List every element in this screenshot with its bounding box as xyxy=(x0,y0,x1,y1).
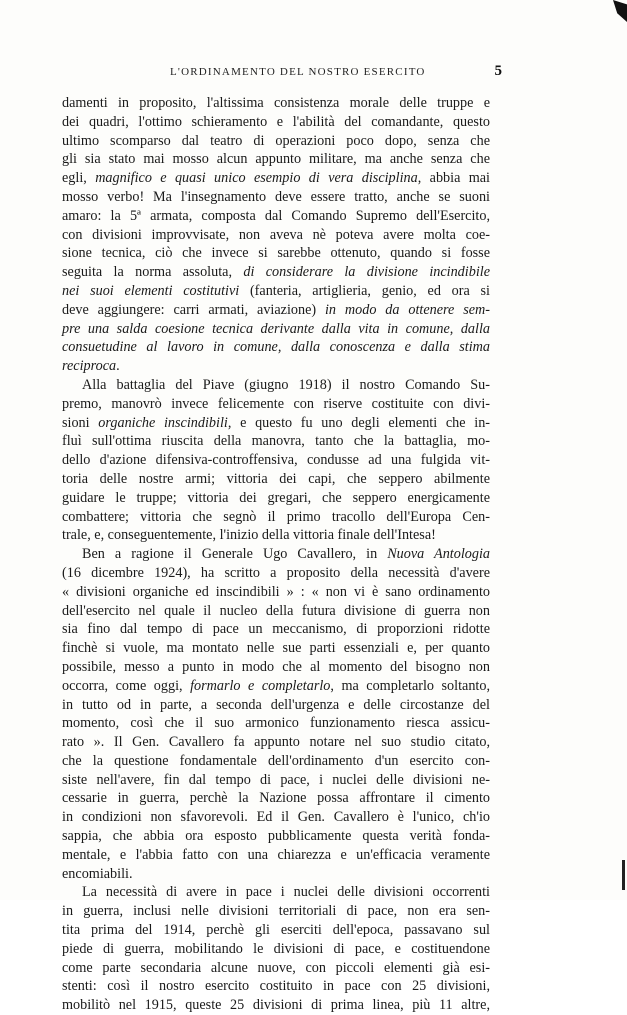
text-line xyxy=(62,526,490,545)
text-line xyxy=(62,977,490,996)
text-line xyxy=(62,940,490,959)
text-line xyxy=(62,959,490,978)
text-segment: che la questione fondamentale dell'ordinamento d'un esercito con- xyxy=(62,752,490,769)
text-line xyxy=(62,432,490,451)
italic-text: reciproca xyxy=(62,358,117,375)
text-line xyxy=(62,132,490,151)
text-line xyxy=(62,545,490,564)
text-line xyxy=(62,414,490,433)
text-line xyxy=(62,282,490,301)
text-line xyxy=(62,376,490,395)
text-segment: seguita la norma assoluta, xyxy=(62,264,244,281)
text-line xyxy=(62,188,490,207)
text-line xyxy=(62,301,490,320)
text-line xyxy=(62,470,490,489)
text-segment: possibile, messo a punto in modo che al momento del bisogno non xyxy=(62,658,490,675)
text-segment: La necessità di avere in pace i nuclei delle divisioni occorrenti xyxy=(82,884,490,901)
text-segment: Ben a ragione il Generale Ugo Cavallero, in xyxy=(82,546,388,563)
text-line xyxy=(62,921,490,940)
text-segment: rato ». Il Gen. Cavallero fa appunto notare nel suo studio citato, xyxy=(62,734,490,751)
text-segment: dello d'azione difensiva-controffensiva, condusse ad una fulgida vit- xyxy=(62,452,490,469)
text-line xyxy=(62,263,490,282)
text-segment: sappia, che abbia ora esposto pubblicamente questa verità fonda- xyxy=(62,828,490,845)
text-segment: in condizioni non sfavorevoli. Ed il Gen. Cavallero è l'unico, ch'io xyxy=(62,809,490,826)
text-line xyxy=(62,771,490,790)
page-header xyxy=(60,63,502,84)
text-segment: cessarie in guerra, perchè la Nazione possa affrontare il cimento xyxy=(62,790,490,807)
text-segment: sione tecnica, ciò che invece si sarebbe ottenuto, quando si fosse xyxy=(62,245,490,262)
text-line xyxy=(62,338,490,357)
italic-text: consuetudine al lavoro in comune, dalla conoscenza e dalla stima xyxy=(62,339,490,356)
italic-text: formarlo e completarlo xyxy=(190,677,331,694)
italic-text: di considerare la divisione incindibile xyxy=(243,264,490,281)
text-segment: « divisioni organiche ed inscindibili » : « non vi è sano ordinamento xyxy=(62,583,490,600)
text-line xyxy=(62,902,490,921)
text-line xyxy=(62,564,490,583)
running-title: L'ORDINAMENTO DEL NOSTRO ESERCITO xyxy=(170,66,426,78)
text-segment: gli sia stato mai mosso alcun appunto militare, ma anche senza che xyxy=(62,151,490,168)
text-segment: mentale, e l'abbia fatto con una chiarezza e un'efficacia veramente xyxy=(62,846,490,863)
text-segment: Alla battaglia del Piave (giugno 1918) il nostro Comando Su- xyxy=(82,376,490,393)
scan-edge-mark xyxy=(613,0,627,22)
text-segment: occorra, come oggi, xyxy=(62,677,191,694)
italic-text: Nuova Antologia xyxy=(387,546,490,563)
text-segment: stenti: così il nostro esercito costituito in pace con 25 divisioni, xyxy=(62,978,490,995)
italic-text: magnifico e quasi unico esempio di vera disciplina xyxy=(95,170,418,187)
text-segment: con divisioni improvvisate, non aveva nè poteva avere molta coe- xyxy=(62,226,490,243)
text-segment: in tutto od in parte, a seconda dell'urgenza e delle circostanze del xyxy=(62,696,490,713)
text-segment: damenti in proposito, l'altissima consistenza morale delle truppe e xyxy=(62,95,490,111)
text-segment: ultimo scomparso dal teatro di operazioni poco dopo, senza che xyxy=(62,132,490,149)
text-segment: sia fino dal tempo di pace un meccanismo, di proporzioni ridotte xyxy=(62,621,490,638)
text-segment: amaro: la 5ª armata, composta dal Comando Supremo dell'Esercito, xyxy=(62,207,490,224)
text-segment: piede di guerra, mobilitando le divisioni di pace, e costituendone xyxy=(62,940,490,957)
italic-text: pre una salda coesione tecnica derivante dalla vita in comune, dalla xyxy=(62,320,490,337)
text-segment: toria delle nostre armi; vittoria dei capi, che seppero abilmente xyxy=(62,470,490,487)
text-line xyxy=(62,244,490,263)
text-segment: dell'esercito nel quale il nucleo della futura divisione di guerra non xyxy=(62,602,490,619)
text-segment: tita prima del 1914, perchè gli eserciti dell'epoca, passavano sul xyxy=(62,922,490,939)
text-line xyxy=(62,996,490,1015)
text-segment: momento, così che il suo armonico funzionamento riesca assicu- xyxy=(62,715,490,732)
text-segment: mobilitò nel 1915, queste 25 divisioni di prima linea, più 11 altre, xyxy=(62,997,490,1014)
text-segment: (16 dicembre 1924), ha scritto a proposito della necessità d'avere xyxy=(62,564,490,581)
text-line xyxy=(62,395,490,414)
text-line xyxy=(62,846,490,865)
text-segment: combattere; vittoria che segnò il primo tracollo dell'Europa Cen- xyxy=(62,508,490,525)
text-segment: deve aggiungere: carri armati, aviazione) xyxy=(62,301,325,318)
text-segment: siste nell'avere, fin dal tempo di pace, i nuclei delle divisioni ne- xyxy=(62,771,490,788)
text-line xyxy=(62,865,490,884)
text-segment: (fanteria, artiglieria, genio, ed ora si xyxy=(239,282,490,299)
text-segment: guidare le truppe; vittoria dei gregari, che seppero energicamente xyxy=(62,489,490,506)
text-line xyxy=(62,207,490,226)
text-line xyxy=(62,169,490,188)
text-line xyxy=(62,733,490,752)
text-line xyxy=(62,827,490,846)
text-segment: egli, xyxy=(62,170,96,187)
text-segment: sioni xyxy=(62,414,99,431)
text-line xyxy=(62,696,490,715)
text-segment: mosso verbo! Ma l'insegnamento deve essere tratto, anche se suoni xyxy=(62,188,490,205)
text-line xyxy=(62,451,490,470)
text-segment: finchè si vuole, ma montato nelle sue parti essenziali e, per quanto xyxy=(62,640,490,657)
text-line xyxy=(62,113,490,132)
text-segment: in guerra, inclusi nelle divisioni territoriali di pace, non era sen- xyxy=(62,903,490,920)
text-segment: dei quadri, l'ottimo schieramento e l'abilità del comandante, questo xyxy=(62,113,490,130)
text-segment: trale, e, conseguentemente, l'inizio della vittoria finale dell'Intesa! xyxy=(62,527,436,544)
text-line xyxy=(62,320,490,339)
text-segment: premo, manovrò invece felicemente con riserve costituite con divi- xyxy=(62,395,490,412)
body-text xyxy=(62,94,490,1015)
text-line xyxy=(62,677,490,696)
italic-text: nei suoi elementi costitutivi xyxy=(62,282,240,299)
text-line xyxy=(62,752,490,771)
text-line xyxy=(62,883,490,902)
text-line xyxy=(62,150,490,169)
text-segment: , ma completarlo soltanto, xyxy=(330,677,490,694)
text-line xyxy=(62,658,490,677)
text-segment: , e questo fu uno degli elementi che in- xyxy=(227,414,491,431)
text-segment: encomiabili. xyxy=(62,865,133,882)
text-segment: . xyxy=(116,358,120,375)
text-line xyxy=(62,583,490,602)
text-segment: , abbia mai xyxy=(417,170,491,187)
page-number: 5 xyxy=(494,63,502,79)
text-line xyxy=(62,357,490,376)
scan-edge-tick xyxy=(622,860,625,890)
text-line xyxy=(62,808,490,827)
text-segment: come parte secondaria alcune nuove, con piccoli elementi già esi- xyxy=(62,959,490,976)
text-line xyxy=(62,620,490,639)
text-line xyxy=(62,639,490,658)
text-segment: fluì sull'ottima riuscita della manovra, tanto che la battaglia, mo- xyxy=(62,433,490,450)
italic-text: organiche inscindibili xyxy=(98,414,228,431)
text-line xyxy=(62,508,490,527)
italic-text: in modo da ottenere sem- xyxy=(324,301,490,318)
text-line xyxy=(62,489,490,508)
text-line xyxy=(62,226,490,245)
text-line xyxy=(62,602,490,621)
text-line xyxy=(62,94,490,113)
text-line xyxy=(62,714,490,733)
text-line xyxy=(62,789,490,808)
